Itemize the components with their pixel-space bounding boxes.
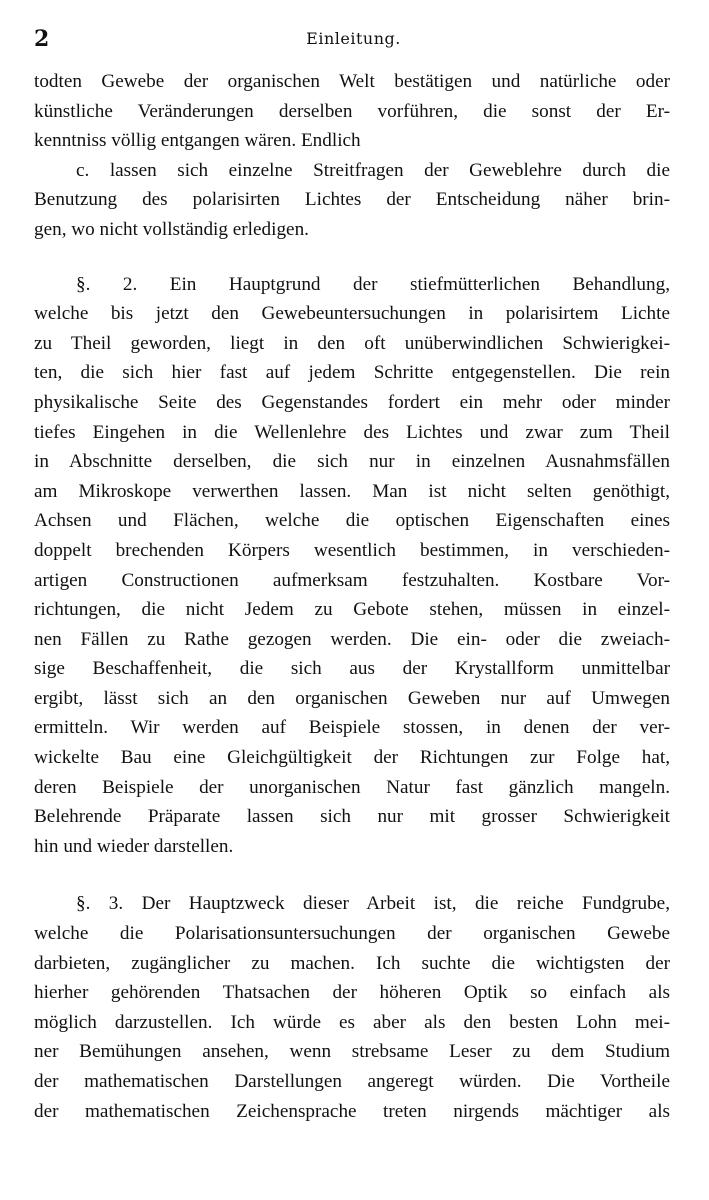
text-line: am Mikroskope verwerthen lassen. Man ist nicht selten genöthigt, xyxy=(34,480,670,502)
text-line: in Abschnitte derselben, die sich nur in einzelnen Ausnahmsfällen xyxy=(34,451,670,473)
page-number: 2 xyxy=(34,26,50,52)
paragraph-section-3 xyxy=(34,889,670,1126)
text-line: künstliche Veränderungen derselben vorführen, die sonst der Er- xyxy=(34,100,670,122)
text-line: artigen Constructionen aufmerksam festzuhalten. Kostbare Vor- xyxy=(34,569,670,591)
text-line: hierher gehörenden Thatsachen der höheren Optik so einfach als xyxy=(34,982,670,1004)
paragraph-gap xyxy=(34,245,670,270)
text-line: zu Theil geworden, liegt in den oft unüberwindlichen Schwierigkei- xyxy=(34,332,670,354)
paragraph-item-c xyxy=(34,156,670,245)
paragraph-continuation xyxy=(34,67,670,156)
text-line: c. lassen sich einzelne Streitfragen der Geweblehre durch die xyxy=(76,159,670,181)
text-line: kenntniss völlig entgangen wären. Endlich xyxy=(34,130,361,152)
paragraph-section-2 xyxy=(34,270,670,862)
text-line: todten Gewebe der organischen Welt bestätigen und natürliche oder xyxy=(34,71,670,92)
text-line: Achsen und Flächen, welche die optischen Eigenschaften eines xyxy=(34,510,670,532)
text-line: nen Fällen zu Rathe gezogen werden. Die ein- oder die zweiach- xyxy=(34,628,670,650)
text-line: möglich darzustellen. Ich würde es aber als den besten Lohn mei- xyxy=(34,1011,670,1033)
text-line: darbieten, zugänglicher zu machen. Ich suchte die wichtigsten der xyxy=(34,952,670,974)
text-line: physikalische Seite des Gegenstandes fordert ein mehr oder minder xyxy=(34,391,670,413)
text-line: tiefes Eingehen in die Wellenlehre des Lichtes und zwar zum Theil xyxy=(34,421,670,443)
text-line: Belehrende Präparate lassen sich nur mit grosser Schwierigkeit xyxy=(34,806,670,828)
text-line: der mathematischen Darstellungen angeregt würden. Die Vortheile xyxy=(34,1071,670,1092)
text-line: §. 2. Ein Hauptgrund der stiefmütterlichen Behandlung, xyxy=(76,273,670,295)
text-line: doppelt brechenden Körpers wesentlich bestimmen, in verschieden- xyxy=(34,539,670,561)
text-line: wickelte Bau eine Gleichgültigkeit der Richtungen zur Folge hat, xyxy=(34,747,670,769)
text-line: ergibt, lässt sich an den organischen Geweben nur auf Umwegen xyxy=(34,687,670,709)
text-line: welche bis jetzt den Gewebeuntersuchungen in polarisirtem Lichte xyxy=(34,303,670,325)
text-line: ner Bemühungen ansehen, wenn strebsame Leser zu dem Studium xyxy=(34,1041,670,1063)
running-title: Einleitung. xyxy=(306,29,401,48)
text-line: der mathematischen Zeichensprache treten nirgends mächtiger als xyxy=(34,1100,670,1122)
text-line: §. 3. Der Hauptzweck dieser Arbeit ist, die reiche Fundgrube, xyxy=(76,893,670,915)
page-header xyxy=(34,24,673,54)
text-line: ermitteln. Wir werden auf Beispiele stossen, in denen der ver- xyxy=(34,717,670,739)
body-text xyxy=(34,67,670,1126)
text-line: ten, die sich hier fast auf jedem Schritte entgegenstellen. Die rein xyxy=(34,362,670,384)
text-line: richtungen, die nicht Jedem zu Gebote stehen, müssen in einzel- xyxy=(34,599,670,621)
text-line: gen, wo nicht vollständig erledigen. xyxy=(34,218,309,240)
text-line: welche die Polarisationsuntersuchungen der organischen Gewebe xyxy=(34,923,670,945)
text-line: hin und wieder darstellen. xyxy=(34,835,234,857)
paragraph-gap xyxy=(34,861,670,889)
text-line: sige Beschaffenheit, die sich aus der Krystallform unmittelbar xyxy=(34,658,670,680)
text-line: Benutzung des polarisirten Lichtes der Entscheidung näher brin- xyxy=(34,189,670,211)
text-line: deren Beispiele der unorganischen Natur fast gänzlich mangeln. xyxy=(34,776,670,798)
